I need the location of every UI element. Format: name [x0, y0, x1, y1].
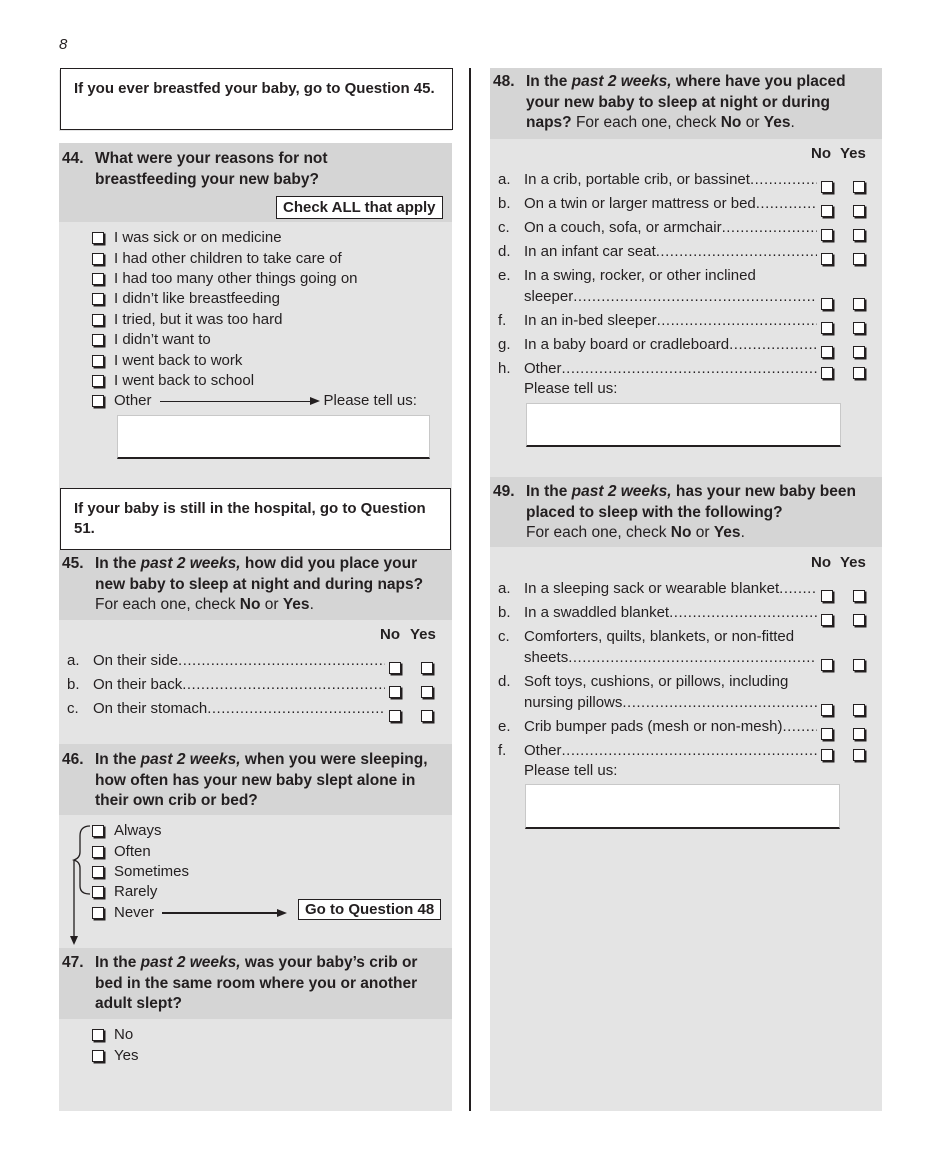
yes-checkbox[interactable]: [853, 346, 865, 358]
q44-option[interactable]: I had too many other things going on: [92, 269, 442, 289]
arrow-line: [162, 912, 277, 914]
no-checkbox[interactable]: [389, 686, 401, 698]
q44-option[interactable]: I went back to school: [92, 371, 442, 391]
q49-items: [498, 578, 875, 761]
q47-option[interactable]: Yes: [92, 1045, 292, 1065]
yes-checkbox[interactable]: [853, 298, 865, 310]
q48-item: b. On a twin or larger mattress or bed .....: [498, 193, 875, 217]
yes-checkbox[interactable]: [853, 229, 865, 241]
q49-tell-us: Please tell us:: [524, 762, 618, 779]
checkbox[interactable]: [92, 253, 104, 265]
q44-option[interactable]: I had other children to take care of: [92, 248, 442, 268]
q48-col-yes: Yes: [840, 145, 866, 162]
yes-checkbox[interactable]: [853, 749, 865, 761]
yes-checkbox[interactable]: [853, 181, 865, 193]
q46-option[interactable]: Often: [92, 841, 452, 861]
checkbox[interactable]: [92, 886, 104, 898]
goto-question-48: Go to Question 48: [298, 899, 441, 920]
checkbox[interactable]: [92, 866, 104, 878]
no-checkbox[interactable]: [821, 614, 833, 626]
q46-option[interactable]: Sometimes: [92, 862, 452, 882]
checkbox[interactable]: [92, 825, 104, 837]
page-number: 8: [59, 36, 68, 53]
checkbox[interactable]: [92, 375, 104, 387]
q48-text: In the past 2 weeks, where have you placed your new baby to sleep at night or during naps? For each one, check No or Yes.: [526, 73, 846, 131]
yes-checkbox[interactable]: [853, 590, 865, 602]
q48-item: g. In a baby board or cradleboard .....: [498, 334, 875, 358]
no-checkbox[interactable]: [821, 205, 833, 217]
q44-other-input[interactable]: [117, 415, 430, 459]
q44-number: 44.: [62, 150, 84, 167]
checkbox[interactable]: [92, 293, 104, 305]
skip-instruction-45: If you ever breastfed your baby, go to Question 45.: [60, 68, 453, 130]
no-checkbox[interactable]: [821, 322, 833, 334]
checkbox[interactable]: [92, 1029, 104, 1041]
q48-item: f. In an in-bed sleeper .....: [498, 310, 875, 334]
q45-col-no: No: [380, 626, 400, 643]
q46-number: 46.: [62, 751, 84, 768]
q44-options: [92, 228, 442, 412]
q47-text: In the past 2 weeks, was your baby’s crib or bed in the same room where you or another adult slept?: [95, 954, 418, 1012]
q49-item-cont: sheets .....: [498, 647, 875, 671]
q45-items: [67, 650, 443, 722]
no-checkbox[interactable]: [821, 298, 833, 310]
q49-col-no: No: [811, 554, 831, 571]
q45-col-yes: Yes: [410, 626, 436, 643]
q46-option[interactable]: Always: [92, 821, 452, 841]
q44-option[interactable]: I was sick or on medicine: [92, 228, 442, 248]
q45-header: [59, 550, 452, 620]
checkbox[interactable]: [92, 314, 104, 326]
q45-text: In the past 2 weeks, how did you place your new baby to sleep at night and during naps? For each one, check No or Yes.: [95, 555, 424, 613]
arrow-right-icon: [310, 397, 320, 405]
q47-header: [59, 948, 452, 1019]
q47-options: [92, 1025, 292, 1066]
q49-col-yes: Yes: [840, 554, 866, 571]
no-checkbox[interactable]: [821, 253, 833, 265]
q49-item: e. Crib bumper pads (mesh or non-mesh) .....: [498, 716, 875, 740]
q46-option-never[interactable]: Never: [92, 903, 452, 923]
checkbox[interactable]: [92, 355, 104, 367]
q48-item: c. On a couch, sofa, or armchair .....: [498, 217, 875, 241]
q49-other-input[interactable]: [525, 784, 840, 829]
arrow-line: [160, 401, 310, 403]
q48-item: a. In a crib, portable crib, or bassinet .....: [498, 169, 875, 193]
q44-option[interactable]: I didn’t want to: [92, 330, 442, 350]
checkbox[interactable]: [92, 1050, 104, 1062]
checkbox[interactable]: [92, 232, 104, 244]
column-divider: [469, 68, 471, 1111]
no-checkbox[interactable]: [821, 367, 833, 379]
yes-checkbox[interactable]: [421, 662, 433, 674]
yes-checkbox[interactable]: [853, 322, 865, 334]
checkbox[interactable]: [92, 334, 104, 346]
q45-item: a. On their side .....: [67, 650, 443, 674]
q49-text: In the past 2 weeks, has your new baby been placed to sleep with the following? For each one, check No or Yes.: [526, 483, 856, 541]
yes-checkbox[interactable]: [421, 710, 433, 722]
no-checkbox[interactable]: [821, 181, 833, 193]
q49-header: [490, 477, 882, 547]
q47-number: 47.: [62, 954, 84, 971]
checkbox[interactable]: [92, 846, 104, 858]
checkbox[interactable]: [92, 395, 104, 407]
no-checkbox[interactable]: [821, 659, 833, 671]
q46-text: In the past 2 weeks, when you were sleeping, how often has your new baby slept alone in their own crib or bed?: [95, 751, 428, 809]
yes-checkbox[interactable]: [853, 704, 865, 716]
q48-item: h. Other .....: [498, 358, 875, 379]
q49-item: c. Comforters, quilts, blankets, or non-fitted: [498, 628, 795, 645]
yes-checkbox[interactable]: [853, 205, 865, 217]
q44-option-other[interactable]: Other Please tell us:: [92, 391, 442, 411]
q44-option[interactable]: I didn’t like breastfeeding: [92, 289, 442, 309]
q49-item: a. In a sleeping sack or wearable blanket .....: [498, 578, 875, 602]
q48-tell-us: Please tell us:: [524, 380, 618, 397]
yes-checkbox[interactable]: [853, 253, 865, 265]
q47-option[interactable]: No: [92, 1025, 292, 1045]
no-checkbox[interactable]: [821, 704, 833, 716]
q46-option[interactable]: Rarely: [92, 882, 452, 902]
q48-header: [490, 68, 882, 139]
no-checkbox[interactable]: [389, 710, 401, 722]
q44-option[interactable]: I tried, but it was too hard: [92, 310, 442, 330]
q44-option[interactable]: I went back to work: [92, 350, 442, 370]
yes-checkbox[interactable]: [421, 686, 433, 698]
q48-item-cont: sleeper .....: [498, 286, 875, 310]
q49-item-cont: nursing pillows .....: [498, 692, 875, 716]
yes-checkbox[interactable]: [853, 728, 865, 740]
q49-item: b. In a swaddled blanket .....: [498, 602, 875, 626]
checkbox[interactable]: [92, 273, 104, 285]
no-checkbox[interactable]: [821, 229, 833, 241]
q49-item: f. Other .....: [498, 740, 875, 761]
yes-checkbox[interactable]: [853, 367, 865, 379]
q45-item: b. On their back .....: [67, 674, 443, 698]
yes-checkbox[interactable]: [853, 614, 865, 626]
checkbox[interactable]: [92, 907, 104, 919]
no-checkbox[interactable]: [821, 728, 833, 740]
check-all-instruction: Check ALL that apply: [276, 196, 443, 219]
yes-checkbox[interactable]: [853, 659, 865, 671]
no-checkbox[interactable]: [821, 590, 833, 602]
q45-number: 45.: [62, 555, 84, 572]
q48-item: e. In a swing, rocker, or other inclined: [498, 267, 756, 284]
skip-bracket-arrow: [64, 822, 94, 948]
q46-header: [59, 744, 452, 815]
spacer: [59, 131, 452, 143]
q48-col-no: No: [811, 145, 831, 162]
skip-instruction-51: If your baby is still in the hospital, go to Question 51.: [60, 488, 451, 550]
no-checkbox[interactable]: [821, 749, 833, 761]
q48-number: 48.: [493, 73, 515, 90]
q49-number: 49.: [493, 483, 515, 500]
q48-other-input[interactable]: [526, 403, 841, 447]
no-checkbox[interactable]: [821, 346, 833, 358]
q49-item: d. Soft toys, cushions, or pillows, including: [498, 673, 789, 690]
arrow-right-icon: [277, 909, 287, 917]
q45-item: c. On their stomach .....: [67, 698, 443, 722]
no-checkbox[interactable]: [389, 662, 401, 674]
q48-item: d. In an infant car seat .....: [498, 241, 875, 265]
q44-text: What were your reasons for not breastfeeding your new baby?: [95, 150, 328, 188]
q48-items: [498, 169, 875, 379]
